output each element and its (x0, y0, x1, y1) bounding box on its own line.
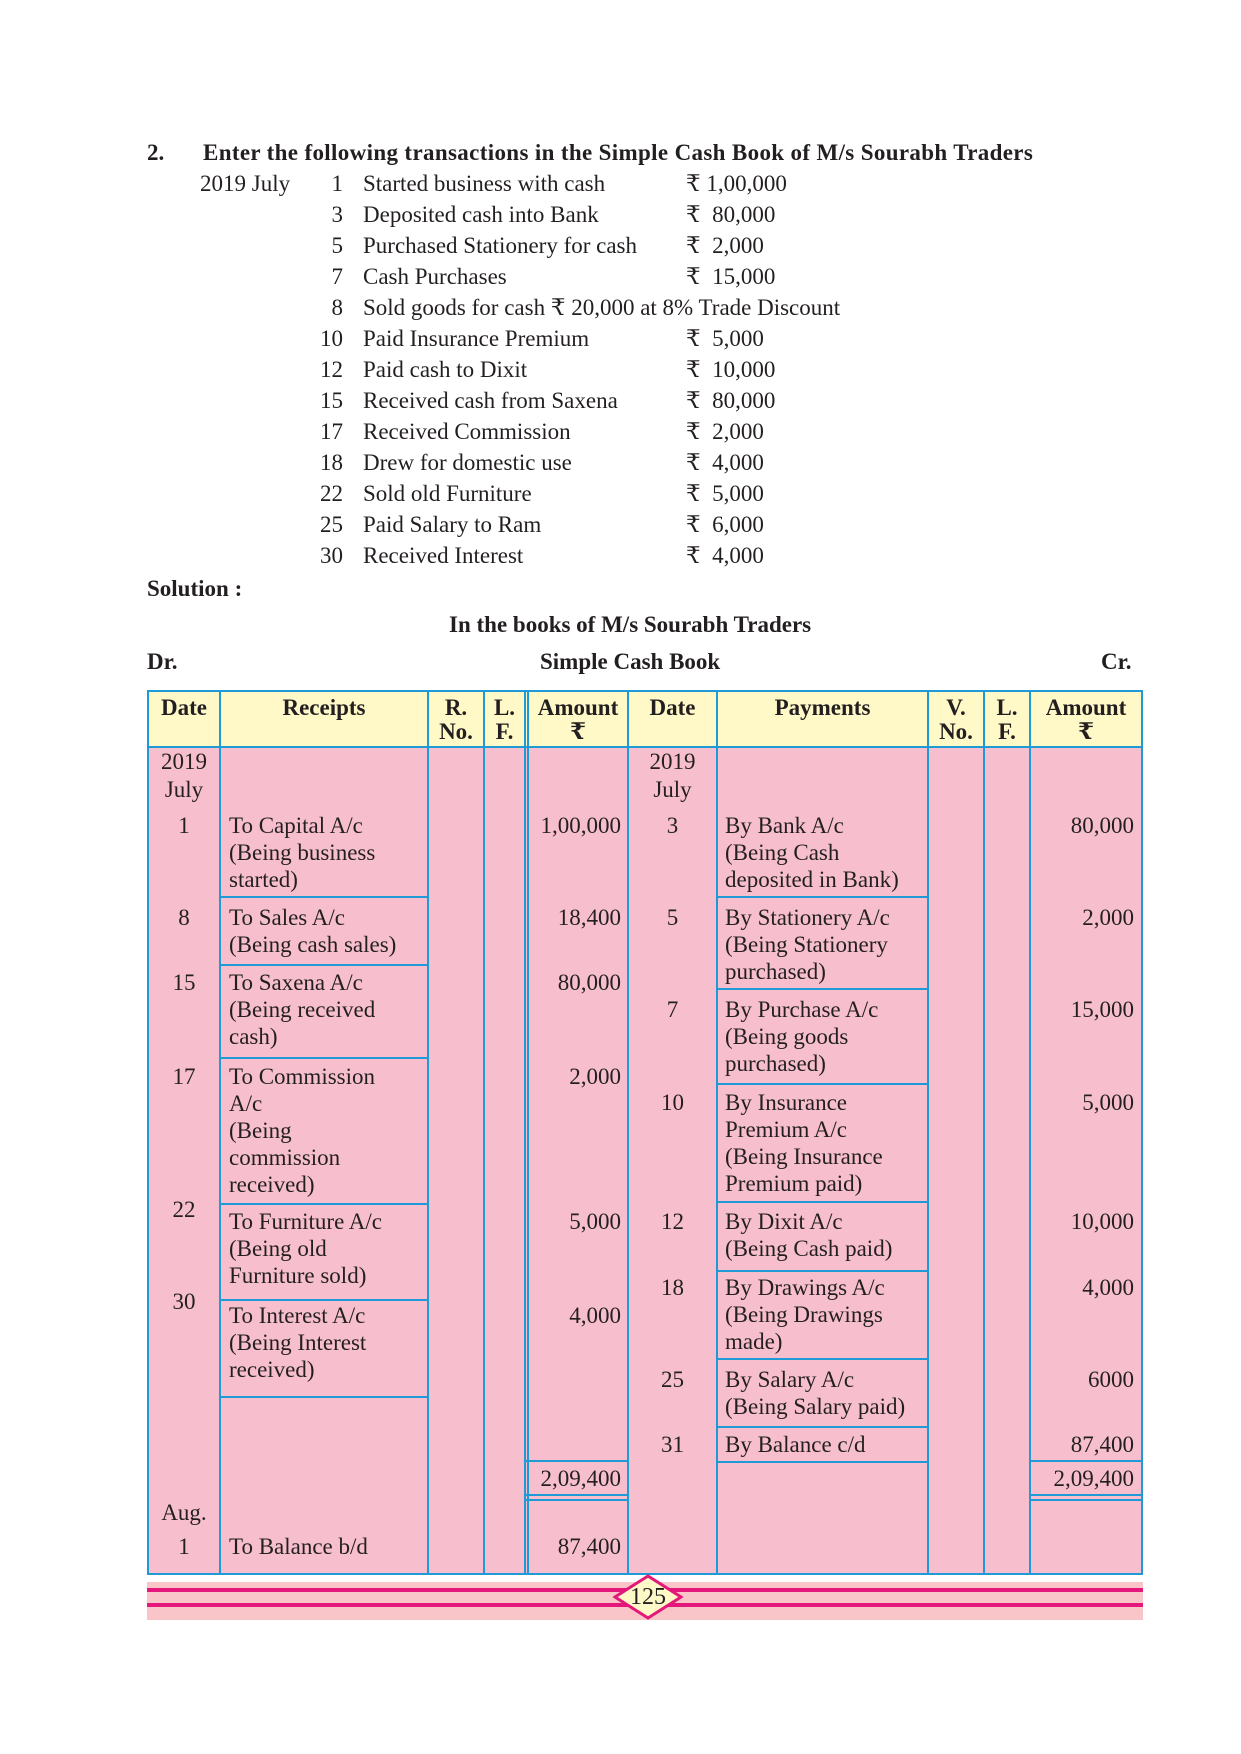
receipt-particulars: To Furniture A/c (229, 1209, 382, 1234)
payment-particulars: Premium paid) (725, 1171, 863, 1196)
payment-particulars: purchased) (725, 959, 826, 984)
transaction-day: 12 (320, 357, 343, 382)
payment-amount: 5,000 (1082, 1090, 1134, 1115)
aug-day: 1 (178, 1534, 190, 1559)
transaction-day: 15 (320, 388, 343, 413)
page-number: 125 (630, 1584, 666, 1610)
transaction-amount: ₹ 4,000 (686, 543, 764, 568)
receipt-particulars: A/c (229, 1091, 263, 1116)
transaction-day: 8 (331, 295, 343, 320)
transaction-day: 25 (320, 512, 343, 537)
receipt-amount: 80,000 (557, 970, 621, 995)
header-lf-1: L. (493, 695, 516, 720)
payment-particulars: (Being Stationery (725, 932, 888, 957)
receipt-particulars: (Being (229, 1118, 292, 1143)
transaction-day: 10 (320, 326, 343, 351)
receipt-particulars: cash) (229, 1024, 278, 1049)
receipt-particulars: (Being old (229, 1236, 327, 1261)
transaction-day: 30 (320, 543, 343, 568)
header-amount-2b: ₹ (1077, 719, 1094, 744)
receipt-particulars: To Saxena A/c (229, 970, 363, 995)
transaction-amount: ₹ 4,000 (686, 450, 764, 475)
payment-amount: 15,000 (1070, 997, 1134, 1022)
receipt-particulars: (Being received (229, 997, 376, 1022)
receipt-day: 17 (172, 1064, 196, 1089)
header-vno-1: V. (946, 695, 966, 720)
receipt-particulars: To Commission (229, 1064, 375, 1089)
transaction-desc: Drew for domestic use (363, 450, 572, 475)
payment-amount: 10,000 (1070, 1209, 1134, 1234)
receipt-particulars: commission (229, 1145, 341, 1170)
receipt-particulars: To Sales A/c (229, 905, 345, 930)
payment-particulars: (Being Insurance (725, 1144, 883, 1169)
payment-particulars: deposited in Bank) (725, 867, 899, 892)
total-payments: 2,09,400 (1053, 1466, 1134, 1491)
receipt-month: July (164, 777, 204, 802)
transaction-amount: ₹ 5,000 (686, 481, 764, 506)
transaction-desc: Started business with cash (363, 171, 606, 196)
payment-particulars: (Being goods (725, 1024, 849, 1049)
payment-day: 5 (666, 905, 679, 930)
header-payments: Payments (774, 695, 871, 720)
payment-amount: 4,000 (1082, 1275, 1134, 1300)
total-receipts: 2,09,400 (540, 1466, 621, 1491)
receipt-amount: 4,000 (569, 1303, 621, 1328)
receipt-amount: 1,00,000 (540, 813, 621, 838)
receipt-particulars: Furniture sold) (229, 1263, 367, 1288)
question-text: Enter the following transactions in the Simple Cash Book of M/s Sourabh Traders (203, 140, 1034, 165)
transaction-day: 18 (320, 450, 343, 475)
payment-particulars: (Being Cash paid) (725, 1236, 893, 1261)
books-title: In the books of M/s Sourabh Traders (449, 612, 812, 637)
payment-particulars: purchased) (725, 1051, 826, 1076)
transaction-amount: ₹ 80,000 (686, 388, 776, 413)
payment-amount: 6000 (1088, 1367, 1134, 1392)
transaction-desc: Sold old Furniture (363, 481, 532, 506)
receipt-particulars: (Being Interest (229, 1330, 367, 1355)
payment-month: July (653, 777, 692, 802)
receipt-day: 8 (178, 905, 190, 930)
header-date: Date (161, 695, 207, 720)
transaction-amount: ₹ 15,000 (686, 264, 776, 289)
payment-day: 25 (661, 1367, 684, 1392)
transaction-desc: Purchased Stationery for cash (363, 233, 638, 258)
transaction-amount: ₹ 2,000 (686, 419, 764, 444)
receipt-amount: 5,000 (569, 1209, 621, 1234)
payment-day: 3 (666, 813, 679, 838)
payment-particulars: By Dixit A/c (725, 1209, 843, 1234)
receipt-day: 1 (178, 813, 190, 838)
header-date-2: Date (649, 695, 696, 720)
header-rno-2: No. (439, 719, 473, 744)
payment-amount: 87,400 (1070, 1432, 1134, 1457)
balance-bd-amount: 87,400 (557, 1534, 621, 1559)
payment-day: 7 (666, 997, 679, 1022)
receipt-particulars: received) (229, 1357, 315, 1382)
receipt-year: 2019 (161, 749, 207, 774)
transaction-desc: Sold goods for cash ₹ 20,000 at 8% Trade Discount (363, 295, 841, 320)
dr-label: Dr. (147, 649, 178, 674)
year-month: 2019 July (200, 171, 291, 196)
receipt-amount: 18,400 (557, 905, 621, 930)
transaction-amount: ₹ 1,00,000 (686, 171, 787, 196)
transaction-desc: Paid Salary to Ram (363, 512, 542, 537)
payment-particulars: By Stationery A/c (725, 905, 890, 930)
payment-particulars: By Purchase A/c (725, 997, 879, 1022)
payment-particulars: By Salary A/c (725, 1367, 855, 1392)
payment-particulars: By Bank A/c (725, 813, 844, 838)
transaction-amount: ₹ 80,000 (686, 202, 776, 227)
transaction-day: 7 (331, 264, 343, 289)
payment-particulars: By Balance c/d (725, 1432, 866, 1457)
transaction-desc: Received Commission (363, 419, 571, 444)
receipt-day: 30 (172, 1289, 196, 1314)
transaction-day: 1 (331, 171, 343, 196)
transaction-day: 3 (331, 202, 343, 227)
aug-month: Aug. (161, 1500, 207, 1525)
receipt-amount: 2,000 (569, 1064, 621, 1089)
payment-day: 18 (661, 1275, 684, 1300)
header-lf-2: F. (495, 719, 514, 744)
transaction-day: 22 (320, 481, 343, 506)
transaction-amount: ₹ 6,000 (686, 512, 764, 537)
transaction-desc: Received cash from Saxena (363, 388, 618, 413)
payment-particulars: (Being Drawings (725, 1302, 883, 1327)
header-amount-1b: ₹ (569, 719, 586, 744)
payment-amount: 80,000 (1070, 813, 1134, 838)
balance-bd-label: To Balance b/d (229, 1534, 368, 1559)
payment-particulars: Premium A/c (725, 1117, 848, 1142)
header-amount-2: Amount (1045, 695, 1127, 720)
transaction-desc: Cash Purchases (363, 264, 507, 289)
header-rno-1: R. (444, 695, 468, 720)
header-lf-4: F. (998, 719, 1016, 744)
book-title: Simple Cash Book (540, 649, 721, 674)
payment-particulars: By Insurance (725, 1090, 847, 1115)
transaction-amount: ₹ 2,000 (686, 233, 764, 258)
transaction-amount: ₹ 5,000 (686, 326, 764, 351)
header-lf-3: L. (996, 695, 1018, 720)
payment-day: 12 (661, 1209, 684, 1234)
solution-label: Solution : (147, 576, 243, 601)
transaction-desc: Received Interest (363, 543, 524, 568)
transaction-day: 17 (320, 419, 343, 444)
payment-particulars: (Being Cash (725, 840, 840, 865)
payment-day: 31 (661, 1432, 684, 1457)
receipt-particulars: To Capital A/c (229, 813, 363, 838)
transaction-desc: Deposited cash into Bank (363, 202, 599, 227)
payment-particulars: (Being Salary paid) (725, 1394, 906, 1419)
transaction-amount: ₹ 10,000 (686, 357, 776, 382)
header-vno-2: No. (939, 719, 973, 744)
question-number: 2. (147, 140, 165, 165)
receipt-day: 15 (172, 970, 196, 995)
payment-amount: 2,000 (1082, 905, 1134, 930)
receipt-particulars: (Being business (229, 840, 376, 865)
receipt-particulars: To Interest A/c (229, 1303, 366, 1328)
transaction-day: 5 (331, 233, 343, 258)
transaction-desc: Paid Insurance Premium (363, 326, 590, 351)
receipt-particulars: (Being cash sales) (229, 932, 397, 957)
header-receipts: Receipts (282, 695, 366, 720)
payment-year: 2019 (649, 749, 696, 774)
receipt-day: 22 (172, 1197, 196, 1222)
payment-particulars: By Drawings A/c (725, 1275, 885, 1300)
header-amount-1: Amount (537, 695, 619, 720)
receipt-particulars: received) (229, 1172, 315, 1197)
receipt-particulars: started) (229, 867, 298, 892)
transaction-desc: Paid cash to Dixit (363, 357, 528, 382)
payment-particulars: made) (725, 1329, 783, 1354)
payment-day: 10 (661, 1090, 684, 1115)
cr-label: Cr. (1101, 649, 1132, 674)
